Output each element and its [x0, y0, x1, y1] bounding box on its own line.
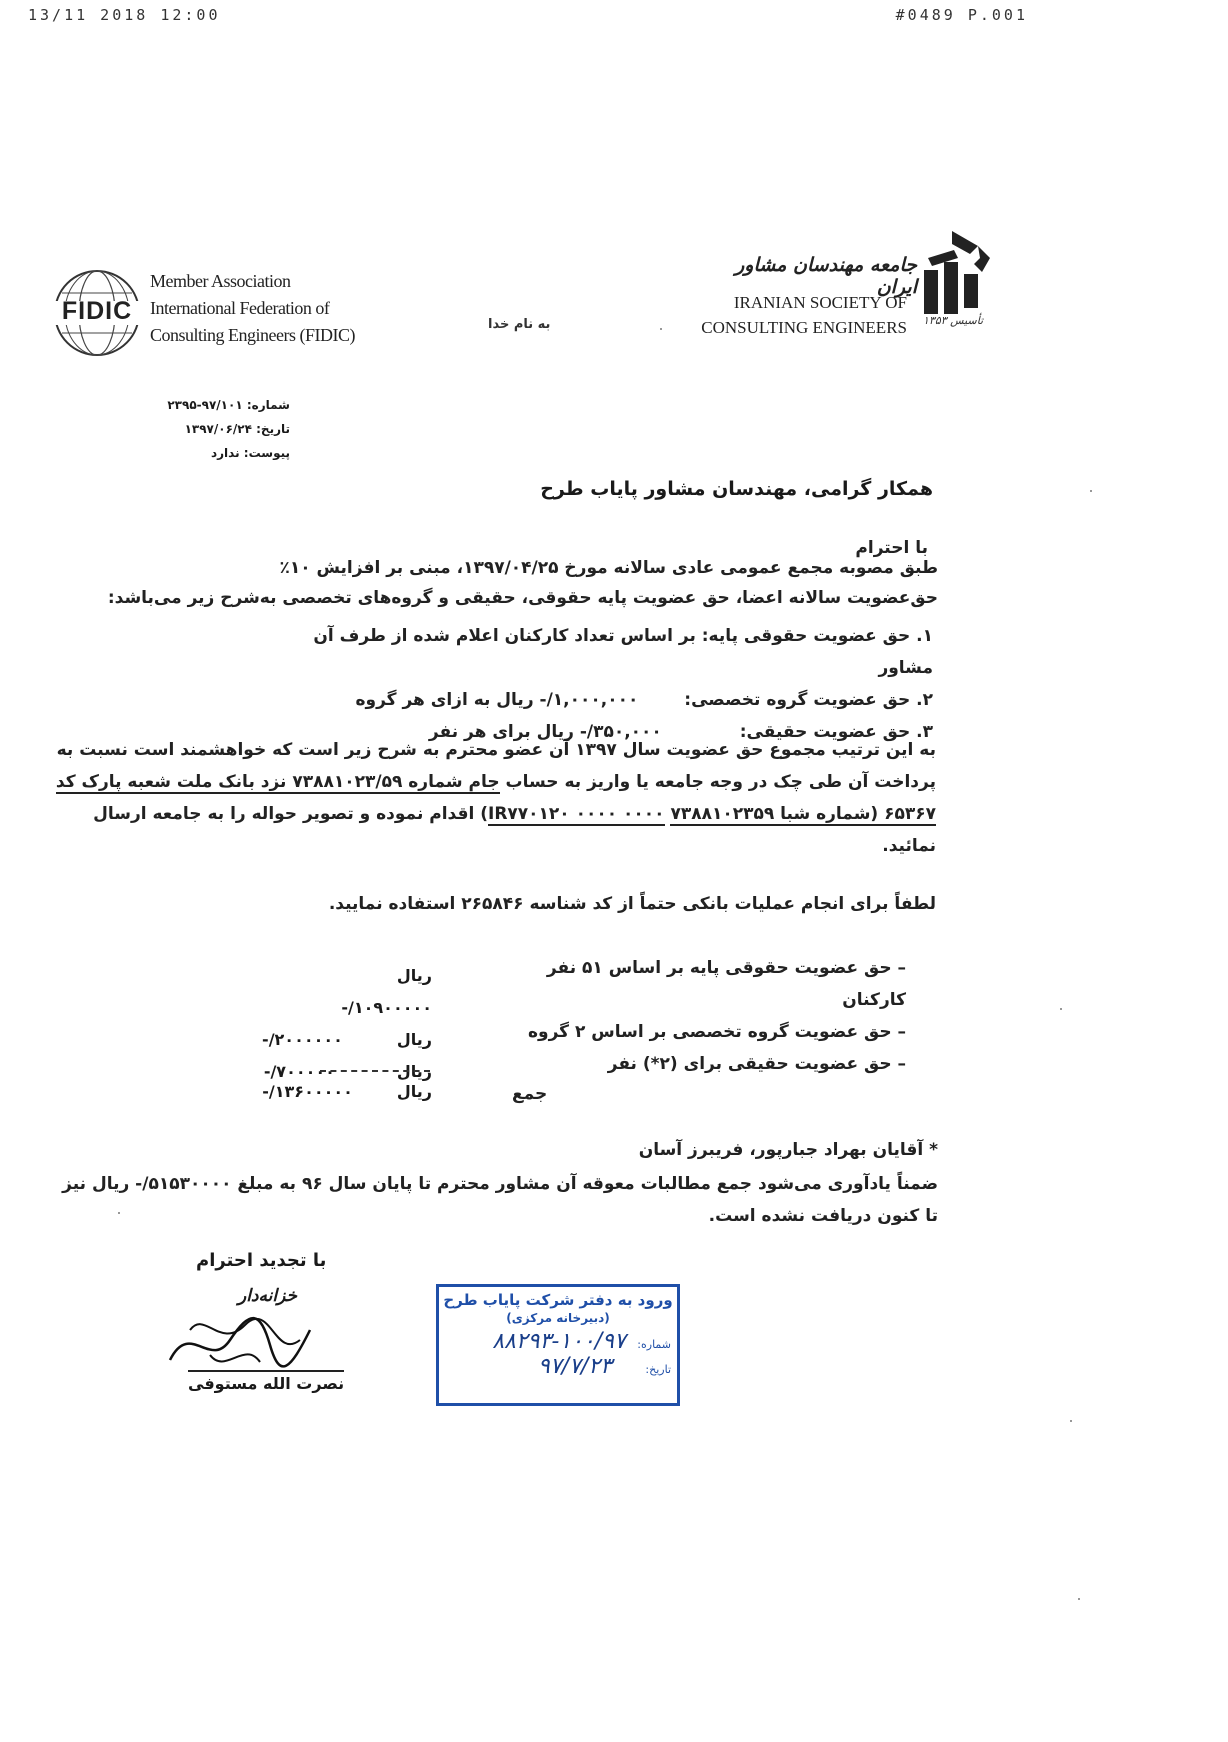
scan-speck — [660, 328, 662, 330]
paragraph-2-line-2: پرداخت آن طی چک در وجه جامعه یا واریز به حساب جام شماره ۷۳۸۸۱۰۲۳/۵۹ نزد بانک ملت شعبه پارک کد — [55, 772, 936, 792]
iban-code: IR۷۷۰۱۲۰ ۰۰۰۰ ۰۰۰۰ — [488, 804, 665, 824]
fax-datetime: 13/11 2018 12:00 — [28, 6, 221, 24]
recipient: همکار گرامی، مهندسان مشاور پایاب طرح — [540, 478, 933, 500]
receipt-stamp — [436, 1284, 680, 1406]
stamp-date-row — [439, 1354, 677, 1379]
paragraph-2-line-3: ۶۵۳۶۷ (شماره شبا ۷۳۸۸۱۰۲۳۵۹ IR۷۷۰۱۲۰ ۰۰۰۰ ۰۰۰۰) اقدام نموده و تصویر حواله را به جامعه ارسال — [93, 804, 936, 824]
account-number: جام شماره ۷۳۸۸۱۰۲۳/۵۹ نزد بانک ملت شعبه پارک کد — [55, 772, 500, 792]
meta-number — [140, 393, 290, 417]
stamp-number-row — [439, 1329, 677, 1354]
table-row: – حق عضویت گروه تخصصی بر اساس ۲ گروه — [527, 1022, 906, 1042]
isce-en-line-1: IRANIAN SOCIETY OF — [733, 293, 907, 312]
total-divider — [320, 1070, 430, 1072]
meta-attachment-value: ندارد — [210, 446, 240, 460]
stamp-date-value: ۹۷/۷/۲۳ — [538, 1354, 612, 1379]
meta-date — [140, 417, 290, 441]
table-row: – حق عضویت حقوقی پایه بر اساس ۵۱ نفر کارکنان — [546, 958, 906, 1010]
table-row-amount: ریال۲۰۰۰۰۰۰/- — [262, 1030, 432, 1049]
paragraph-3: لطفاً برای انجام عملیات بانکی حتماً از کد شناسه ۲۶۵۸۴۶ استفاده نمایید. — [328, 894, 936, 914]
fax-page-code: #0489 P.001 — [895, 6, 1028, 24]
fee-table-amounts — [262, 960, 432, 1088]
fidic-line-1: Member Association — [150, 271, 291, 291]
meta-date-value: ۱۳۹۷/۰۶/۲۴ — [184, 422, 252, 436]
footnote: * آقایان بهراد جبارپور، فریبرز آسان — [638, 1140, 938, 1160]
signature — [150, 1300, 320, 1380]
signer-title: خزانه‌دار — [238, 1286, 297, 1306]
isce-name-fa: جامعه مهندسان مشاور ایران — [735, 254, 917, 298]
paragraph-1-line-2: حق‌عضویت سالانه اعضا، حق عضویت پایه حقوقی، حقیقی و گروه‌های تخصصی به‌شرح زیر می‌باشد: — [107, 588, 938, 608]
invocation: به نام خدا — [488, 317, 551, 332]
reminder-line-1: ضمناً یادآوری می‌شود جمع مطالبات معوقه آن مشاور محترم تا پایان سال ۹۶ به مبلغ ۵۱۵۳۰۰۰۰/- ریال نیز — [62, 1174, 938, 1194]
total-label: جمع — [512, 1084, 548, 1104]
sheba-number: ۶۵۳۶۷ (شماره شبا ۷۳۸۸۱۰۲۳۵۹ — [670, 804, 936, 824]
isce-en-line-2: CONSULTING ENGINEERS — [701, 318, 907, 337]
fidic-line-3: Consulting Engineers (FIDIC) — [150, 325, 355, 345]
isce-founded: تأسیس ۱۳۵۳ — [923, 314, 984, 327]
stamp-date-label: تاریخ: — [645, 1363, 671, 1376]
fee-list — [313, 620, 933, 748]
scan-speck — [1090, 490, 1092, 492]
meta-date-label: تاریخ: — [256, 422, 290, 436]
total-amount-row: ریال۱۳۶۰۰۰۰۰/- — [262, 1082, 432, 1101]
list-item: ۳. حق عضویت حقیقی: ۳۵۰,۰۰۰/- ریال برای هر نفر — [428, 722, 933, 742]
stamp-number-label: شماره: — [637, 1338, 671, 1351]
meta-block — [140, 393, 290, 465]
paragraph-2-line-4: نمائید. — [882, 836, 936, 856]
reminder-line-2: تا کنون دریافت نشده است. — [708, 1206, 938, 1226]
meta-attachment-label: پیوست: — [243, 446, 290, 460]
stamp-number-value: ۱۰۰/۹۷-۸۸۲۹۳ — [492, 1329, 626, 1354]
fidic-logo-text: FIDIC — [61, 297, 133, 325]
scan-speck — [118, 1212, 120, 1214]
signer-name: نصرت الله مستوفی — [188, 1370, 344, 1393]
paragraph-2-line-1: به این ترتیب مجموع حق عضویت سال ۱۳۹۷ آن عضو محترم به شرح زیر است که خواهشمند است نسبت به — [56, 740, 936, 760]
meta-number-label: شماره: — [246, 398, 290, 412]
fidic-text — [150, 268, 355, 349]
scan-speck — [1060, 1008, 1062, 1010]
meta-number-value: ۹۷/۱۰۱-۲۳۹۵ — [167, 398, 243, 412]
list-item: ۱. حق عضویت حقوقی پایه: بر اساس تعداد کارکنان اعلام شده از طرف آن مشاور — [313, 626, 933, 678]
scan-speck — [1070, 1420, 1072, 1422]
closing: با تجدید احترام — [196, 1250, 327, 1271]
isce-name-en — [680, 290, 907, 340]
paragraph-1-line-1: طبق مصوبه مجمع عمومی عادی سالانه مورخ ۱۳۹۷/۰۴/۲۵، مبنی بر افزایش ۱۰٪ — [279, 558, 938, 578]
signature-scribble-icon — [150, 1300, 320, 1380]
meta-attachment — [140, 441, 290, 465]
list-item: ۲. حق عضویت گروه تخصصی: ۱,۰۰۰,۰۰۰/- ریال به ازای هر گروه — [355, 690, 933, 710]
salutation: با احترام — [855, 538, 928, 558]
isce-logo-icon — [918, 228, 994, 320]
table-row: – حق عضویت حقیقی برای (۲*) نفر — [607, 1054, 906, 1074]
stamp-subtitle: (دبیرخانه مرکزی) — [506, 1311, 610, 1325]
stamp-title: ورود به دفتر شرکت پایاب طرح — [443, 1291, 673, 1309]
scan-speck — [1078, 1598, 1080, 1600]
fidic-line-2: International Federation of — [150, 298, 330, 318]
fidic-logo — [52, 268, 142, 358]
table-row-amount: ریال۱۰۹۰۰۰۰۰/- — [341, 966, 432, 1017]
fee-table-descriptions — [486, 952, 906, 1080]
table-row-amount: ریال۷۰۰۰۰۰/- — [263, 1062, 432, 1081]
